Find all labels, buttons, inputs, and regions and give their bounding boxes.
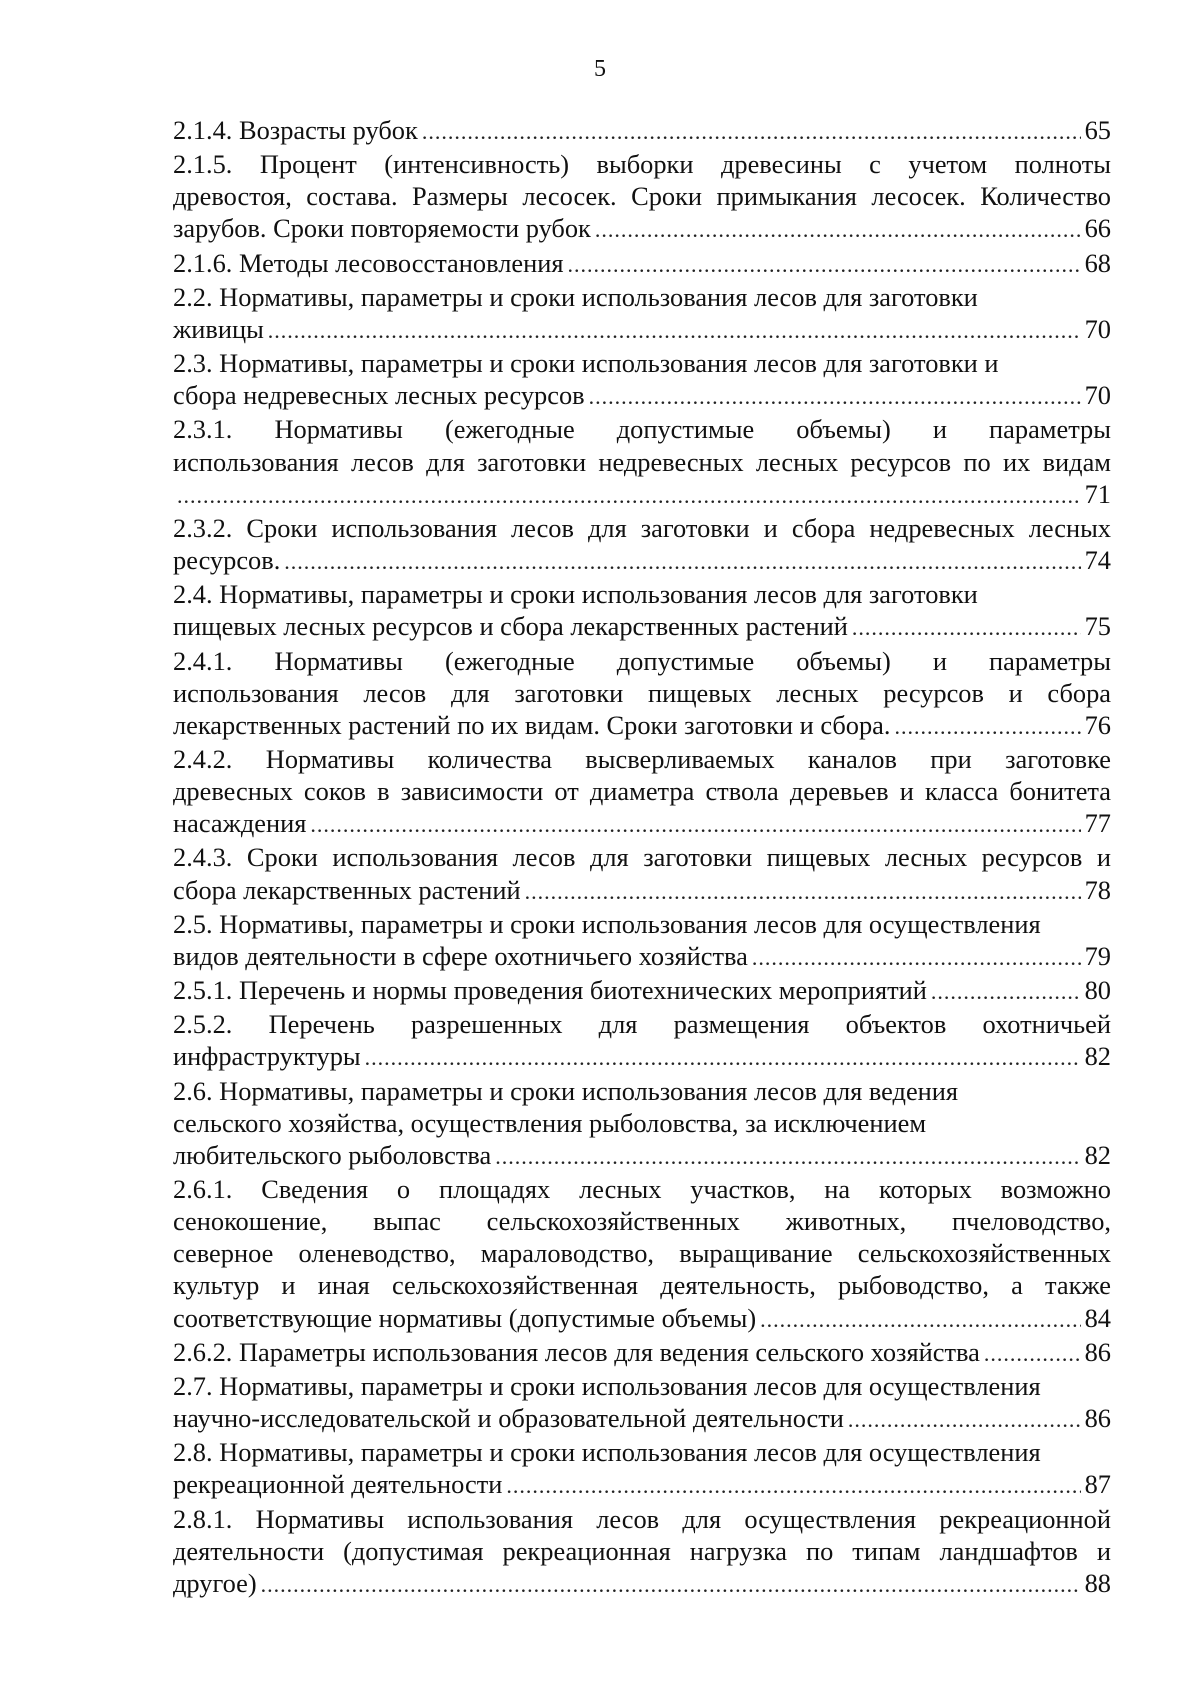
toc-entry-title: ресурсов.	[173, 545, 281, 576]
toc-entry-title: насаждения	[173, 808, 307, 839]
toc-entry-text-line: 2.6. Нормативы, параметры и сроки использования лесов для ведения	[173, 1075, 959, 1106]
dot-leader	[177, 480, 1081, 512]
table-of-contents	[173, 114, 1111, 1601]
toc-entry-text-line: 2.5.2. Перечень разрешенных для размещения объектов охотничьей	[173, 1009, 1111, 1040]
toc-entry-text-line: сенокошение, выпас сельскохозяйственных животных, пчеловодство,	[173, 1206, 1111, 1237]
toc-entry	[173, 413, 1111, 511]
toc-entry-title: соответствующие нормативы (допустимые объемы)	[173, 1302, 757, 1333]
toc-entry-title: научно-исследовательской и образовательной деятельности	[173, 1403, 844, 1434]
toc-entry-text-line: культур и иная сельскохозяйственная деятельность, рыбоводство, а также	[173, 1270, 1111, 1301]
toc-entry-page-number: 82	[1084, 1139, 1111, 1170]
toc-entry	[173, 1008, 1111, 1074]
toc-entry-text-line: 2.3. Нормативы, параметры и сроки использования лесов для заготовки и	[173, 348, 999, 379]
toc-entry-title: лекарственных растений по их видам. Сроки заготовки и сбора.	[173, 709, 891, 740]
toc-entry-text-line: 2.7. Нормативы, параметры и сроки использования лесов для осуществления	[173, 1370, 1041, 1401]
toc-entry-last-line	[173, 212, 1111, 246]
toc-entry-last-line	[173, 1302, 1111, 1336]
dot-leader	[895, 711, 1081, 743]
dot-leader	[931, 976, 1081, 1008]
toc-entry-text-line: 2.5. Нормативы, параметры и сроки использования лесов для осуществления	[173, 908, 1041, 939]
toc-entry	[173, 743, 1111, 841]
toc-entry-page-number: 79	[1084, 940, 1111, 971]
dot-leader	[567, 249, 1080, 281]
toc-entry-last-line	[173, 1468, 1111, 1502]
dot-leader	[506, 1470, 1080, 1502]
toc-entry-last-line	[173, 478, 1111, 512]
dot-leader	[848, 1404, 1081, 1436]
toc-entry-title: зарубов. Сроки повторяемости рубок	[173, 213, 591, 244]
toc-entry-last-line	[173, 807, 1111, 841]
toc-entry	[173, 841, 1111, 907]
dot-leader	[310, 809, 1080, 841]
toc-entry-text-line: деятельности (допустимая рекреационная нагрузка по типам ландшафтов и	[173, 1535, 1111, 1566]
toc-entry-text-line: 2.3.2. Сроки использования лесов для заготовки и сбора недревесных лесных	[173, 512, 1111, 543]
toc-entry-page-number: 70	[1084, 313, 1111, 344]
toc-entry-title: сбора лекарственных растений	[173, 874, 521, 905]
toc-entry	[173, 1436, 1111, 1502]
toc-entry-page-number: 87	[1084, 1469, 1111, 1500]
toc-entry-last-line	[173, 1567, 1111, 1601]
toc-entry-page-number: 68	[1084, 247, 1111, 278]
toc-entry-text-line: северное оленеводство, мараловодство, выращивание сельскохозяйственных	[173, 1238, 1111, 1269]
toc-entry-page-number: 82	[1084, 1041, 1111, 1072]
toc-entry-text-line: 2.6.1. Сведения о площадях лесных участков, на которых возможно	[173, 1174, 1111, 1204]
toc-entry-text-line: сельского хозяйства, осуществления рыболовства, за исключением	[173, 1107, 927, 1138]
toc-entry-page-number: 71	[1084, 478, 1111, 509]
toc-entry	[173, 1173, 1111, 1336]
toc-entry-page-number: 66	[1084, 213, 1111, 244]
toc-entry-page-number: 88	[1084, 1567, 1111, 1598]
toc-entry-last-line	[173, 1402, 1111, 1436]
toc-entry	[173, 974, 1111, 1008]
dot-leader	[595, 214, 1081, 246]
toc-entry-title: сбора недревесных лесных ресурсов	[173, 380, 585, 411]
toc-entry-text-line: 2.8.1. Нормативы использования лесов для осуществления рекреационной	[173, 1503, 1111, 1534]
toc-entry-page-number: 86	[1084, 1336, 1111, 1367]
toc-entry-title: инфраструктуры	[173, 1041, 361, 1072]
dot-leader	[284, 546, 1080, 578]
toc-entry-text-line: 2.4.1. Нормативы (ежегодные допустимые объемы) и параметры	[173, 645, 1111, 676]
toc-entry-last-line	[173, 874, 1111, 908]
dot-leader	[752, 942, 1081, 974]
toc-entry-title: 2.1.4. Возрасты рубок	[173, 115, 418, 145]
toc-entry	[173, 645, 1111, 743]
toc-entry-text-line: древостоя, состава. Размеры лесосек. Сроки примыкания лесосек. Количество	[173, 181, 1111, 212]
toc-entry-page-number: 75	[1084, 611, 1111, 642]
dot-leader	[365, 1042, 1081, 1074]
toc-entry-last-line	[173, 1336, 1111, 1370]
toc-entry	[173, 512, 1111, 578]
toc-entry	[173, 908, 1111, 974]
toc-entry-text-line: 2.4.2. Нормативы количества высверливаемых каналов при заготовке	[173, 743, 1111, 774]
toc-entry	[173, 281, 1111, 347]
dot-leader	[261, 1569, 1081, 1601]
toc-entry	[173, 578, 1111, 644]
toc-entry-title: живицы	[173, 313, 264, 344]
toc-entry-text-line: 2.8. Нормативы, параметры и сроки использования лесов для осуществления	[173, 1437, 1041, 1468]
toc-entry-last-line	[173, 247, 1111, 281]
toc-entry-title: пищевых лесных ресурсов и сбора лекарственных растений	[173, 611, 848, 642]
toc-entry-last-line	[173, 544, 1111, 578]
toc-entry-last-line	[173, 940, 1111, 974]
toc-entry-last-line	[173, 114, 1111, 148]
toc-entry-page-number: 86	[1084, 1403, 1111, 1434]
toc-entry-title: 2.1.6. Методы лесовосстановления	[173, 247, 564, 278]
toc-entry-text-line: древесных соков в зависимости от диаметра ствола деревьев и класса бонитета	[173, 776, 1111, 807]
toc-entry-last-line	[173, 1040, 1111, 1074]
toc-entry-page-number: 80	[1084, 975, 1111, 1006]
toc-entry-title: 2.5.1. Перечень и нормы проведения биотехнических мероприятий	[173, 975, 927, 1006]
toc-entry-page-number: 74	[1084, 545, 1111, 576]
toc-entry-last-line	[173, 709, 1111, 743]
toc-entry-last-line	[173, 974, 1111, 1008]
dot-leader	[495, 1141, 1080, 1173]
toc-entry-page-number: 65	[1084, 115, 1111, 145]
dot-leader	[525, 876, 1081, 908]
toc-entry-page-number: 76	[1084, 709, 1111, 740]
toc-entry	[173, 1503, 1111, 1601]
toc-entry-title: видов деятельности в сфере охотничьего хозяйства	[173, 940, 748, 971]
toc-entry	[173, 1336, 1111, 1370]
toc-entry-text-line: использования лесов для заготовки недревесных лесных ресурсов по их видам	[173, 446, 1111, 477]
toc-entry-last-line	[173, 610, 1111, 644]
toc-entry	[173, 347, 1111, 413]
toc-entry-title: другое)	[173, 1567, 257, 1598]
page-number: 5	[594, 56, 606, 82]
dot-leader	[852, 612, 1081, 644]
toc-entry-text-line: 2.4. Нормативы, параметры и сроки использования лесов для заготовки	[173, 579, 978, 610]
toc-entry-page-number: 78	[1084, 874, 1111, 905]
toc-entry-text-line: 2.1.5. Процент (интенсивность) выборки древесины с учетом полноты	[173, 149, 1111, 180]
toc-entry	[173, 1370, 1111, 1436]
toc-entry-text-line: 2.4.3. Сроки использования лесов для заготовки пищевых лесных ресурсов и	[173, 842, 1111, 873]
toc-entry-title: 2.6.2. Параметры использования лесов для ведения сельского хозяйства	[173, 1336, 980, 1367]
toc-entry-text-line: использования лесов для заготовки пищевых лесных ресурсов и сбора	[173, 677, 1111, 708]
toc-entry	[173, 148, 1111, 246]
toc-entry-page-number: 84	[1084, 1302, 1111, 1333]
toc-entry-title: любительского рыболовства	[173, 1139, 492, 1170]
toc-entry-last-line	[173, 313, 1111, 347]
toc-entry	[173, 1075, 1111, 1173]
toc-entry	[173, 247, 1111, 281]
toc-entry-page-number: 70	[1084, 380, 1111, 411]
dot-leader	[422, 116, 1081, 148]
toc-entry-text-line: 2.2. Нормативы, параметры и сроки использования лесов для заготовки	[173, 281, 978, 312]
toc-entry-text-line: 2.3.1. Нормативы (ежегодные допустимые объемы) и параметры	[173, 414, 1111, 445]
toc-entry-last-line	[173, 1139, 1111, 1173]
toc-entry-last-line	[173, 379, 1111, 413]
dot-leader	[268, 315, 1081, 347]
toc-entry	[173, 114, 1111, 148]
dot-leader	[589, 381, 1081, 413]
toc-entry-page-number: 77	[1084, 808, 1111, 839]
toc-entry-title: рекреационной деятельности	[173, 1469, 503, 1500]
dot-leader	[760, 1304, 1080, 1336]
dot-leader	[984, 1338, 1081, 1370]
